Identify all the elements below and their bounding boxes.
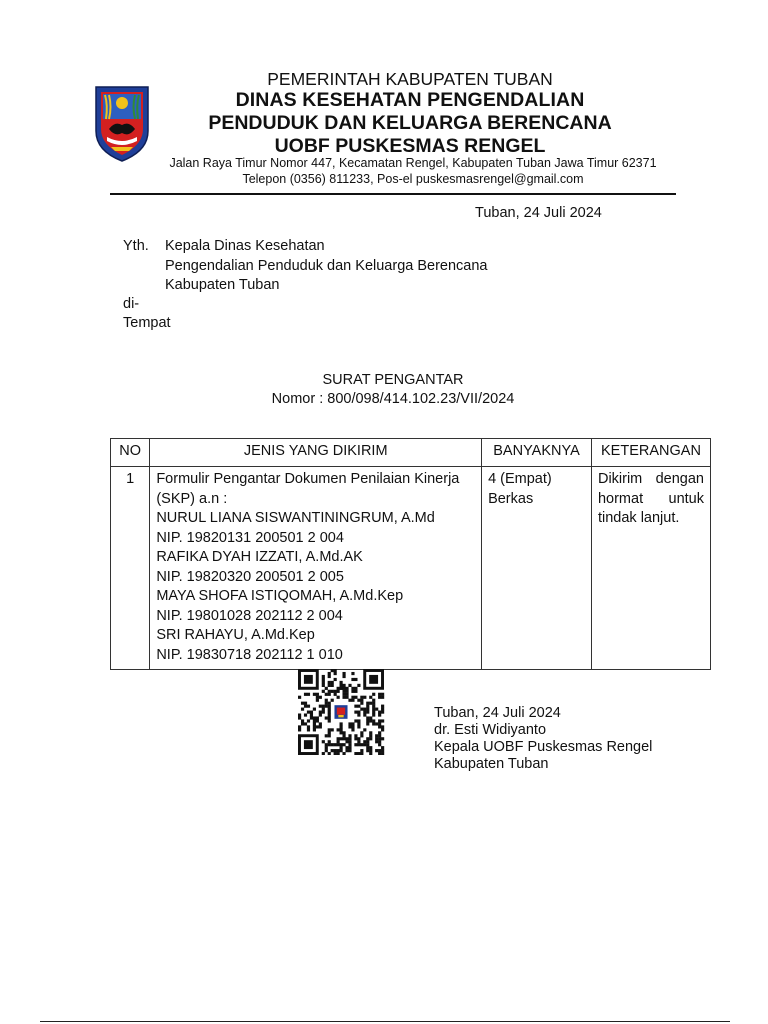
column-header-jenis: JENIS YANG DIKIRIM <box>150 439 482 467</box>
letterhead-agency-line2: PENDUDUK DAN KELUARGA BERENCANA <box>208 112 612 134</box>
signature-date: Tuban, 24 Juli 2024 <box>434 705 561 721</box>
letter-number: Nomor : 800/098/414.102.23/VII/2024 <box>271 391 515 407</box>
items-table <box>110 438 711 670</box>
jenis-line: NIP. 19820131 200501 2 004 <box>156 529 344 546</box>
recipient-place: Tempat <box>123 315 171 331</box>
letterhead-unit: UOBF PUSKESMAS RENGEL <box>274 135 546 157</box>
recipient-line1: Kepala Dinas Kesehatan <box>165 238 325 254</box>
recipient-at: di- <box>123 296 140 312</box>
banyaknya-line: Berkas <box>488 490 534 507</box>
letterhead-agency-line1: DINAS KESEHATAN PENGENDALIAN <box>235 89 585 111</box>
kabupaten-tuban-emblem-icon <box>93 85 151 163</box>
letter-date: Tuban, 24 Juli 2024 <box>475 205 602 221</box>
letterhead-government: PEMERINTAH KABUPATEN TUBAN <box>267 69 553 89</box>
keterangan-line: tindak lanjut. <box>597 510 680 526</box>
jenis-line: MAYA SHOFA ISTIQOMAH, A.Md.Kep <box>156 588 404 604</box>
table-header-row <box>111 439 711 467</box>
cell-no: 1 <box>111 467 150 670</box>
jenis-line: SRI RAHAYU, A.Md.Kep <box>156 627 315 643</box>
jenis-line: (SKP) a.n : <box>156 490 228 507</box>
letterhead-contact: Telepon (0356) 811233, Pos-el puskesmasrengel@gmail.com <box>242 172 584 186</box>
keterangan-line: Dikirim dengan <box>597 471 704 487</box>
letterhead-divider <box>110 193 676 195</box>
jenis-line: NIP. 19801028 202112 2 004 <box>156 607 343 624</box>
qr-code-icon <box>297 669 385 755</box>
jenis-line: NIP. 19830718 202112 1 010 <box>156 646 343 663</box>
jenis-line: Formulir Pengantar Dokumen Penilaian Kinerja <box>156 471 460 487</box>
jenis-line: RAFIKA DYAH IZZATI, A.Md.AK <box>156 549 363 565</box>
jenis-line: NURUL LIANA SISWANTININGRUM, A.Md <box>156 510 435 526</box>
jenis-line: NIP. 19820320 200501 2 005 <box>156 568 344 585</box>
page-bottom-divider <box>40 1021 730 1022</box>
letter-title: SURAT PENGANTAR <box>322 372 464 388</box>
signature-title: Kepala UOBF Puskesmas Rengel <box>434 739 653 755</box>
recipient-line2: Pengendalian Penduduk dan Keluarga Berencana <box>165 258 488 274</box>
column-header-no: NO <box>111 439 150 467</box>
recipient-salutation: Yth. <box>123 238 149 254</box>
cell-banyaknya <box>482 467 592 670</box>
recipient-line3: Kabupaten Tuban <box>165 277 280 293</box>
column-header-keterangan: KETERANGAN <box>591 439 710 467</box>
cell-keterangan <box>591 467 710 670</box>
banyaknya-line: 4 (Empat) <box>488 471 552 487</box>
table-row <box>111 467 711 670</box>
cell-jenis <box>150 467 482 670</box>
signature-region: Kabupaten Tuban <box>434 756 549 772</box>
letterhead-address: Jalan Raya Timur Nomor 447, Kecamatan Rengel, Kabupaten Tuban Jawa Timur 62371 <box>169 156 657 170</box>
signature-name: dr. Esti Widiyanto <box>434 722 547 738</box>
column-header-banyaknya: BANYAKNYA <box>482 439 592 467</box>
keterangan-line: hormat untuk <box>597 490 704 507</box>
